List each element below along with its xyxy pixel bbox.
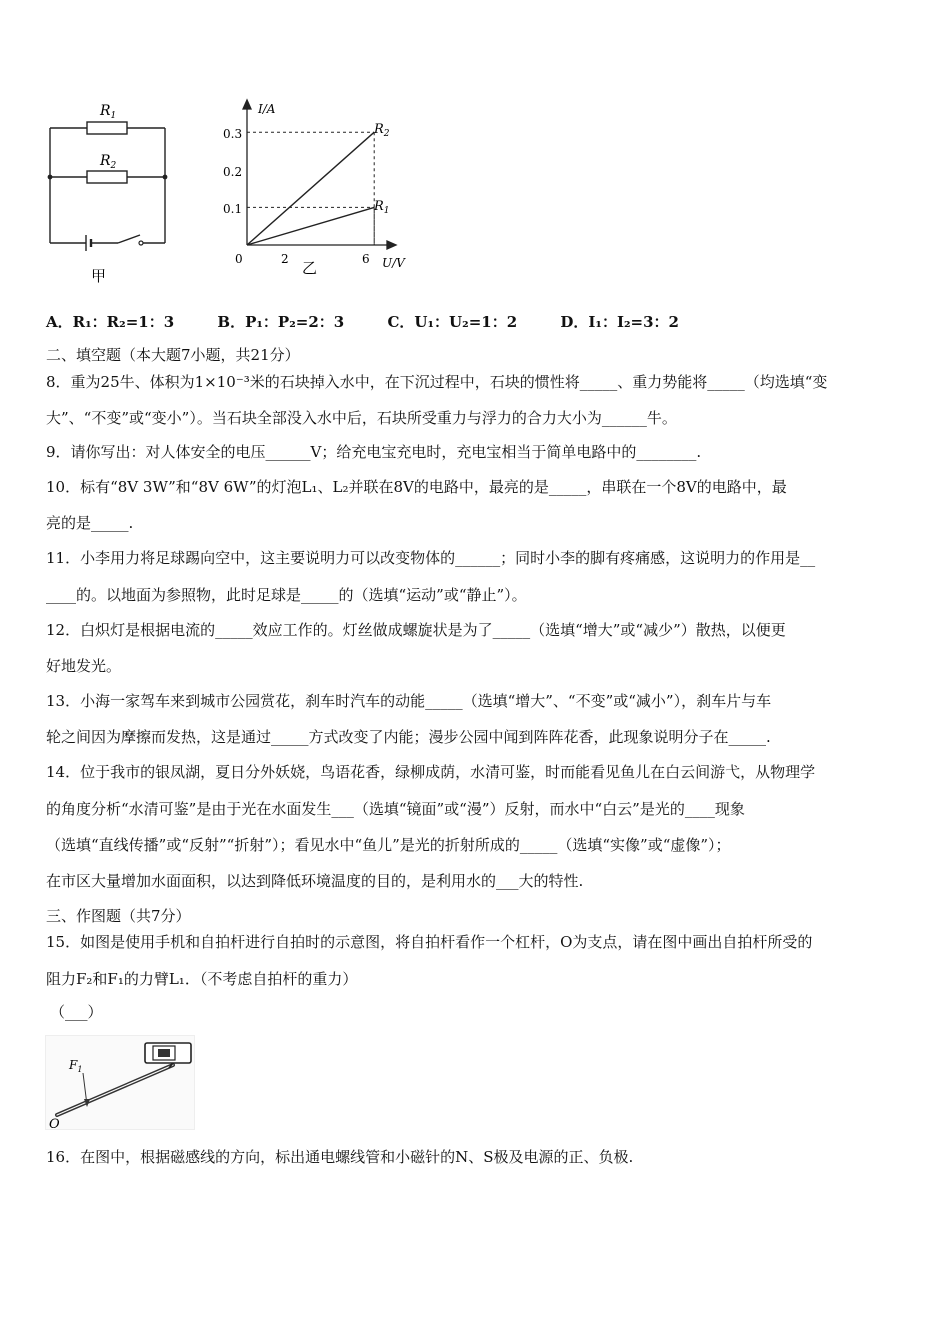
q14-line-3: （选填“直线传播”或“反射”“折射”）；看见水中“鱼儿”是光的折射所成的_____（选填“实像”或“虚像”）； [46,836,731,854]
series-line-r2 [247,132,374,245]
r1-label: $R_1$ [100,103,117,121]
y-axis-arrow [243,100,251,109]
y-tick-0.2: 0.2 [223,165,243,179]
resistor-r1 [87,122,127,134]
option-a: A．R₁：R₂=1：3 [46,313,175,331]
pivot-o-label: O [49,1117,60,1130]
q10-line-1: 10．标有“8V 3W”和“8V 6W”的灯泡L₁、L₂并联在8V的电路中，最亮的是_____，串联在一个8V的电路中，最 [46,478,787,496]
q8-line-1: 8．重为25牛、体积为1×10⁻³米的石块掉入水中，在下沉过程中，石块的惯性将_____、重力势能将_____（均选填“变 [46,373,828,391]
resistor-r2 [87,171,127,183]
x-tick-6: 6 [362,252,370,266]
r2-label: $R_2$ [100,153,117,171]
q14-line-2: 的角度分析“水清可鉴”是由于光在水面发生___（选填“镜面”或“漫”）反射，而水中“白云”是光的____现象 [46,800,745,818]
q14-line-4: 在市区大量增加水面面积，以达到降低环境温度的目的，是利用水的___大的特性. [46,872,584,890]
switch [118,235,140,243]
q13-line-2: 轮之间因为摩擦而发热，这是通过_____方式改变了内能；漫步公园中闻到阵阵花香，此现象说明分子在_____. [46,728,771,746]
option-c: C．U₁：U₂=1：2 [387,313,518,331]
q12-line-2: 好地发光。 [46,657,122,675]
y-tick-0.3: 0.3 [223,127,243,141]
q9: 9．请你写出：对人体安全的电压______V；给充电宝充电时，充电宝相当于简单电路中的________. [46,443,702,461]
iu-graph-yi [210,95,420,280]
q15-answer-blank: （___） [50,1003,103,1021]
q15-line-2: 阻力F₂和F₁的力臂L₁．（不考虑自拍杆的重力） [46,970,358,988]
x-tick-0: 0 [235,252,243,266]
option-d: D．I₁：I₂=3：2 [560,313,679,331]
q10-line-2: 亮的是_____. [46,514,134,532]
option-b: B．P₁：P₂=2：3 [217,313,345,331]
q8-line-2: 大”、“不变”或“变小”）。当石块全部没入水中后，石块所受重力与浮力的合力大小为______牛。 [46,409,677,427]
q13-line-1: 13．小海一家驾车来到城市公园赏花，刹车时汽车的动能_____（选填“增大”、“不变”或“减小”），刹车片与车 [46,692,772,710]
junction-left [48,175,53,180]
y-axis-label: I/A [258,102,276,116]
q12-line-1: 12．白炽灯是根据电流的_____效应工作的。灯丝做成螺旋状是为了_____（选填“增大”或“减少”）散热，以便更 [46,621,786,639]
series-line-r1 [247,207,374,245]
line-r2-label: $R_2$ [374,122,390,139]
y-tick-0.1: 0.1 [223,202,243,216]
section-3-title: 三、作图题（共7分） [46,907,191,925]
caption-jia: 甲 [91,267,107,285]
x-axis-arrow [387,241,396,249]
q14-line-1: 14．位于我市的银凤湖，夏日分外妖娆，鸟语花香，绿柳成荫，水清可鉴，时而能看见鱼儿在白云间游弋，从物理学 [46,763,816,781]
q15-line-1: 15．如图是使用手机和自拍杆进行自拍时的示意图，将自拍杆看作一个杠杆，O为支点，请在图中画出自拍杆所受的 [46,933,813,951]
section-2-title: 二、填空题（本大题7小题，共21分） [46,346,300,364]
x-tick-2: 2 [281,252,289,266]
caption-yi: 乙 [302,259,318,277]
q16: 16．在图中，根据磁感线的方向，标出通电螺线管和小磁针的N、S极及电源的正、负极. [46,1148,634,1166]
line-r1-label: $R_1$ [374,199,390,216]
camera-icon [158,1049,170,1057]
x-axis-label: U/V [382,256,405,270]
choice-options [46,311,717,332]
selfie-stick-figure [45,1035,195,1130]
q11-line-2: ____的。以地面为参照物，此时足球是_____的（选填“运动”或“静止”）。 [46,586,527,604]
junction-right [163,175,168,180]
f1-label: $F_1$ [69,1058,83,1074]
circuit-diagram-jia [40,95,180,290]
q11-line-1: 11．小李用力将足球踢向空中，这主要说明力可以改变物体的______；同时小李的脚有疼痛感，这说明力的作用是__ [46,549,816,567]
